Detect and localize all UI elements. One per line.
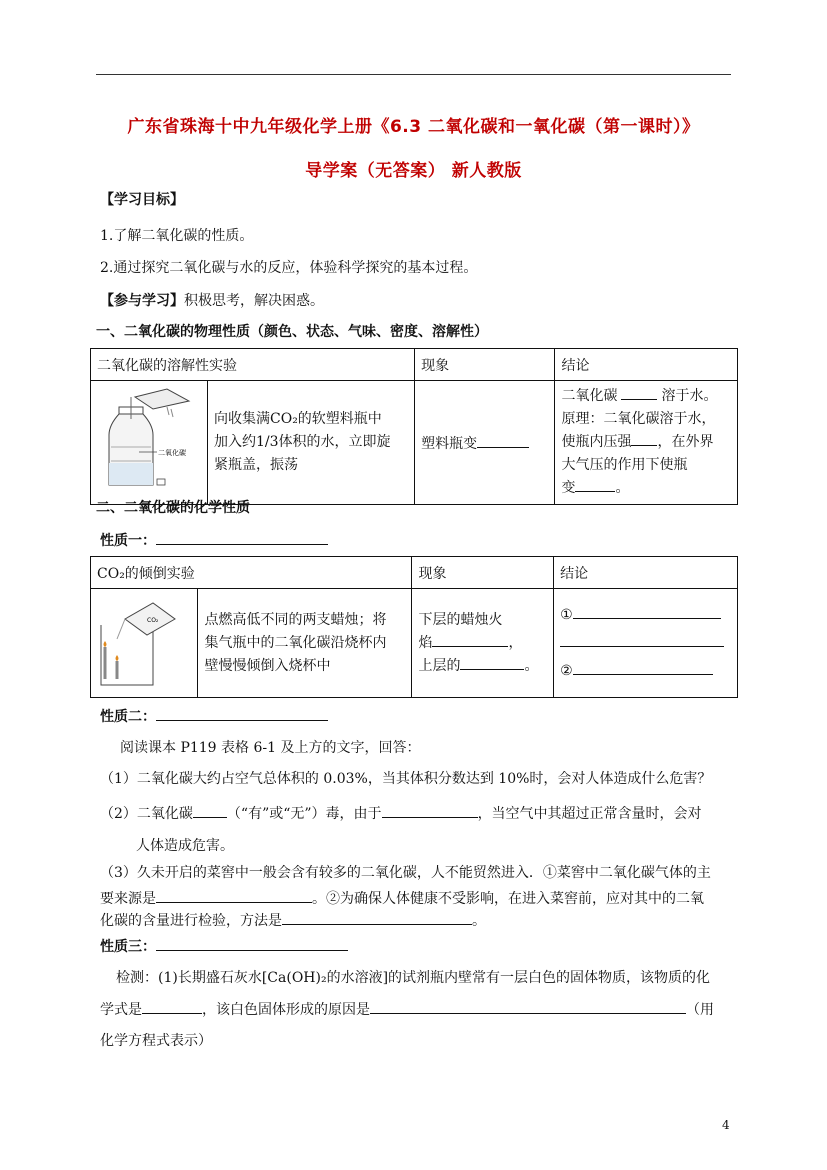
participate-heading: 【参与学习】 bbox=[100, 293, 184, 309]
answer-blank[interactable] bbox=[573, 660, 713, 675]
detect-line-3: 化学方程式表示） bbox=[100, 1033, 212, 1049]
property3-label: 性质三： bbox=[100, 939, 156, 955]
conclusion-text: 溶于水。 bbox=[661, 388, 718, 404]
question-text: 。②为确保人体健康不受影响，在进入菜窖前，应对其中的二氧 bbox=[312, 891, 704, 907]
principle-text: 原理：二氧化碳溶于水， bbox=[561, 411, 716, 427]
table1-conclusion bbox=[555, 381, 738, 505]
principle-text: 使瓶内压强 bbox=[561, 434, 632, 450]
answer-blank[interactable] bbox=[156, 936, 348, 951]
solubility-table bbox=[90, 348, 738, 505]
answer-blank[interactable] bbox=[460, 655, 524, 670]
objective-1: 1.了解二氧化碳的性质。 bbox=[100, 228, 254, 244]
answer-blank[interactable] bbox=[575, 477, 615, 492]
table1-header-phenomenon: 现象 bbox=[415, 349, 555, 381]
question-text: 。 bbox=[472, 913, 486, 929]
question-2 bbox=[100, 803, 702, 824]
table1-step-line: 加入约1/3体积的水，立即旋 bbox=[214, 434, 391, 450]
table1-header-conclusion: 结论 bbox=[555, 349, 738, 381]
page-title: 广东省珠海十中九年级化学上册《6.3 二氧化碳和一氧化碳（第一课时）》 bbox=[127, 117, 700, 137]
table2-header-conclusion: 结论 bbox=[554, 557, 738, 589]
answer-blank[interactable] bbox=[193, 803, 227, 818]
question-text: （用 bbox=[686, 1002, 714, 1018]
question-1: （1）二氧化碳大约占空气总体积的 0.03%，当其体积分数达到 10%时，会对人体造成什么危害？ bbox=[100, 771, 712, 787]
answer-blank[interactable] bbox=[156, 888, 312, 903]
answer-blank[interactable] bbox=[477, 433, 529, 448]
principle-text: 变 bbox=[561, 480, 576, 496]
bottle-figure-cell bbox=[91, 381, 208, 505]
beaker-figure bbox=[91, 589, 197, 693]
objective-2: 2.通过探究二氧化碳与水的反应，体验科学探究的基本过程。 bbox=[100, 260, 478, 276]
question-2-cont: 人体造成危害。 bbox=[136, 838, 234, 854]
question-text: （“有”或“无”）毒，由于 bbox=[226, 806, 382, 822]
question-text: ，该白色固体形成的原因是 bbox=[202, 1002, 370, 1018]
principle-text: 大气压的作用下使瓶 bbox=[561, 457, 688, 473]
principle-text: 。 bbox=[615, 480, 630, 496]
answer-blank[interactable] bbox=[432, 632, 508, 647]
answer-blank[interactable] bbox=[382, 803, 478, 818]
beaker-figure-label: CO₂ bbox=[147, 617, 159, 624]
detect-line-2 bbox=[100, 999, 714, 1020]
page-number: 4 bbox=[722, 1118, 730, 1132]
answer-blank[interactable] bbox=[370, 999, 686, 1014]
read-instruction: 阅读课本 P119 表格 6-1 及上方的文字，回答： bbox=[120, 740, 421, 756]
objectives-heading: 【学习目标】 bbox=[100, 192, 184, 208]
answer-blank[interactable] bbox=[156, 706, 328, 721]
answer-blank[interactable] bbox=[560, 632, 724, 647]
pouring-table bbox=[90, 556, 738, 698]
property1-line bbox=[100, 530, 328, 551]
property2-label: 性质二： bbox=[100, 709, 156, 725]
section1-heading: 一、二氧化碳的物理性质（颜色、状态、气味、密度、溶解性） bbox=[96, 324, 488, 340]
phenomenon-text: 塑料瓶变 bbox=[421, 435, 478, 452]
property1-label: 性质一： bbox=[100, 533, 156, 549]
table2-conclusion bbox=[554, 589, 738, 698]
answer-blank[interactable] bbox=[631, 431, 657, 446]
answer-blank[interactable] bbox=[142, 999, 202, 1014]
phenomenon-text: 焰 bbox=[418, 634, 433, 651]
principle-text: ，在外界 bbox=[657, 434, 714, 450]
phenomenon-text: 。 bbox=[524, 657, 539, 674]
answer-blank[interactable] bbox=[621, 385, 657, 400]
question-text: （2）二氧化碳 bbox=[100, 806, 193, 822]
section2-heading: 二、二氧化碳的化学性质 bbox=[96, 500, 250, 516]
table2-header-experiment: CO₂的倾倒实验 bbox=[91, 557, 412, 589]
question-3-end bbox=[100, 910, 486, 931]
bottle-figure-label: 二氧化碳 bbox=[158, 448, 186, 457]
table2-step bbox=[198, 589, 412, 698]
property3-line bbox=[100, 936, 348, 957]
table2-step-line: 壁慢慢倾倒入烧杯中 bbox=[204, 657, 331, 674]
bottle-figure bbox=[91, 387, 207, 495]
answer-blank[interactable] bbox=[573, 604, 721, 619]
participate-line bbox=[100, 291, 324, 311]
answer-blank[interactable] bbox=[282, 910, 472, 925]
phenomenon-text: ， bbox=[508, 634, 523, 651]
page-subtitle: 导学案（无答案） 新人教版 bbox=[305, 161, 522, 181]
conclusion-text: 二氧化碳 bbox=[561, 388, 618, 404]
question-3: （3）久未开启的菜窖中一般会含有较多的二氧化碳，人不能贸然进入．①菜窖中二氧化碳气体的主 bbox=[100, 865, 711, 881]
table1-header-experiment: 二氧化碳的溶解性实验 bbox=[91, 349, 415, 381]
table2-header-phenomenon: 现象 bbox=[412, 557, 554, 589]
property2-line bbox=[100, 706, 328, 727]
table1-step bbox=[208, 381, 415, 505]
beaker-figure-cell bbox=[91, 589, 198, 698]
question-text: 要来源是 bbox=[100, 891, 156, 907]
conclusion-mark: ① bbox=[560, 607, 573, 623]
phenomenon-text: 下层的蜡烛火 bbox=[418, 611, 503, 628]
participate-text: 积极思考，解决困惑。 bbox=[184, 293, 324, 309]
phenomenon-text: 上层的 bbox=[418, 657, 461, 674]
header-rule bbox=[96, 74, 731, 75]
table1-step-line: 紧瓶盖，振荡 bbox=[214, 457, 298, 473]
question-text: 化碳的含量进行检验，方法是 bbox=[100, 913, 282, 929]
detect-line-1: 检测：(1)长期盛石灰水[Ca(OH)₂的水溶液]的试剂瓶内壁常有一层白色的固体物质，该物质的化 bbox=[116, 970, 711, 986]
conclusion-mark: ② bbox=[560, 663, 573, 679]
question-text: ，当空气中其超过正常含量时，会对 bbox=[477, 806, 702, 822]
question-3-cont bbox=[100, 888, 704, 909]
table2-phenomenon bbox=[412, 589, 554, 698]
table2-step-line: 集气瓶中的二氧化碳沿烧杯内 bbox=[204, 634, 387, 651]
table2-step-line: 点燃高低不同的两支蜡烛；将 bbox=[204, 611, 387, 628]
question-text: 学式是 bbox=[100, 1002, 142, 1018]
table1-phenomenon bbox=[415, 381, 555, 505]
table1-step-line: 向收集满CO₂的软塑料瓶中 bbox=[214, 411, 382, 427]
answer-blank[interactable] bbox=[156, 530, 328, 545]
